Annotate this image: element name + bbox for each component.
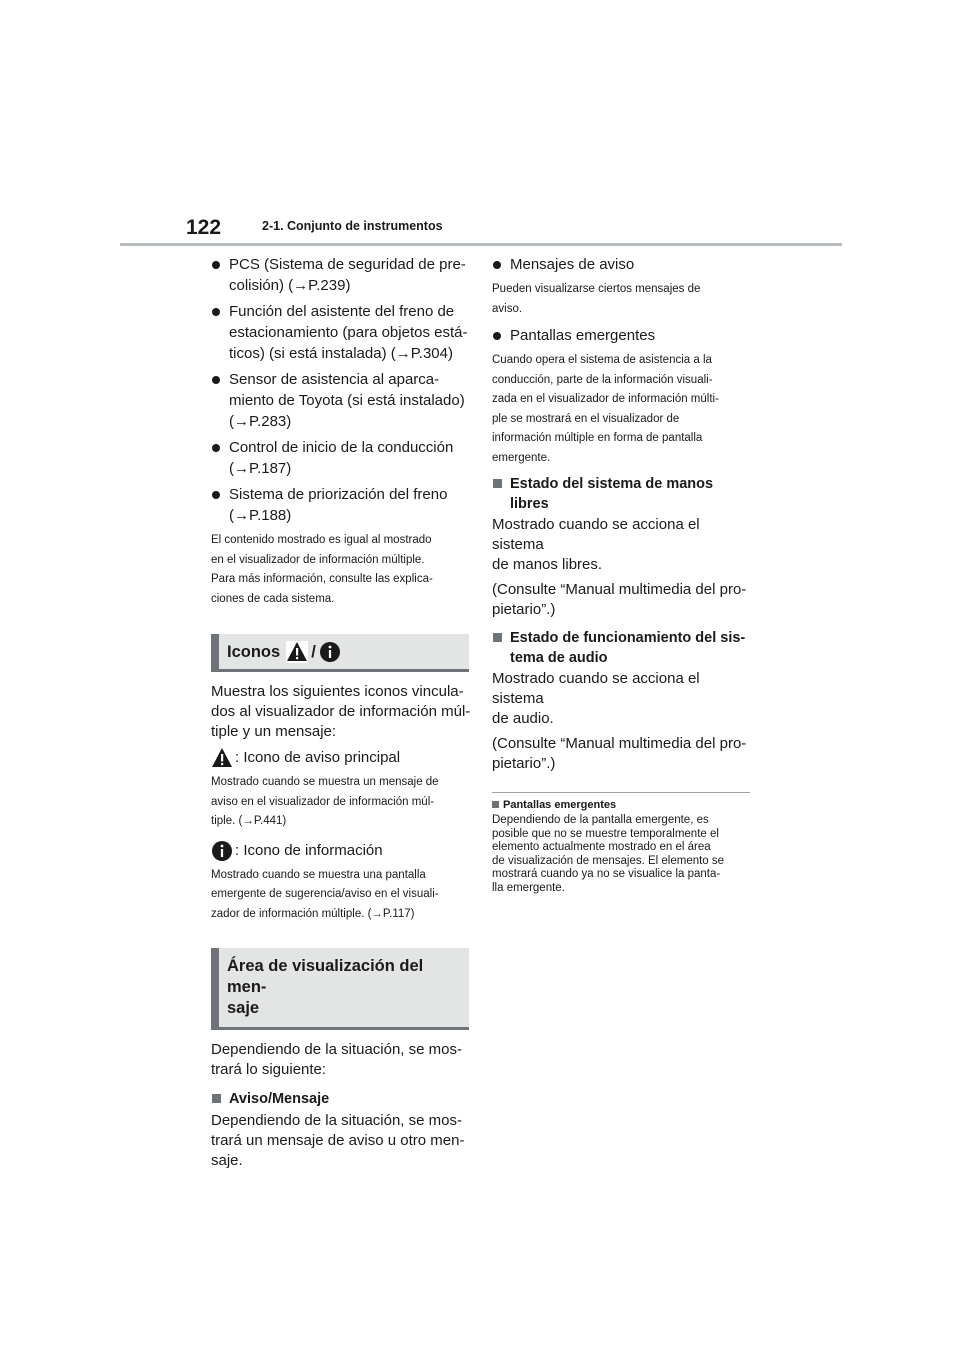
text-line: lla emergente. bbox=[492, 881, 565, 894]
message-area-intro bbox=[211, 1040, 471, 1080]
icons-heading-label: Iconos bbox=[227, 642, 281, 661]
heading-line: saje bbox=[227, 999, 260, 1017]
system-bullet-item bbox=[211, 254, 471, 296]
text-line: tiple. (→P.441) bbox=[211, 815, 287, 827]
text-line: ple se mostrará en el visualizador de bbox=[492, 412, 680, 425]
text-line: aviso en el visualizador de información múl- bbox=[211, 795, 435, 808]
text-line: mostrará cuando ya no se visualice la panta- bbox=[492, 868, 721, 880]
icons-intro bbox=[211, 682, 471, 742]
bullet-line: ticos) (si está instalada) (→P.304) bbox=[229, 345, 453, 362]
text-line: elemento actualmente mostrado en el área bbox=[492, 841, 711, 853]
icons-heading bbox=[211, 634, 469, 672]
text-line: (Consulte “Manual multimedia del pro- bbox=[492, 581, 747, 598]
heading-line: Estado de funcionamiento del sis- bbox=[510, 630, 746, 646]
info-icon-label: : Icono de información bbox=[235, 841, 383, 859]
heading-line: Área de visualización del men- bbox=[227, 957, 424, 996]
hands-free-heading bbox=[492, 474, 754, 514]
popup-screens-text bbox=[492, 351, 754, 468]
text-line: aviso. bbox=[492, 302, 523, 315]
heading-line: tema de audio bbox=[510, 650, 608, 666]
text-line: Cuando opera el sistema de asistencia a la bbox=[492, 354, 712, 366]
bullet-line: Sensor de asistencia al aparca- bbox=[229, 371, 440, 388]
square-bullet-icon bbox=[212, 1094, 221, 1103]
heading-line: libres bbox=[510, 496, 549, 512]
warning-description bbox=[211, 773, 471, 832]
text-line: de visualización de mensajes. El elemento se bbox=[492, 854, 725, 867]
text-line: (Consulte “Manual multimedia del pro- bbox=[492, 735, 747, 752]
text-line: de manos libres. bbox=[492, 556, 603, 573]
audio-text bbox=[492, 669, 754, 729]
bullet-line: miento de Toyota (si está instalado) bbox=[229, 392, 465, 409]
bullet-line: estacionamiento (para objetos está- bbox=[229, 324, 468, 341]
note-heading-label: Pantallas emergentes bbox=[503, 799, 617, 811]
square-bullet-icon bbox=[493, 479, 502, 488]
square-bullet-icon bbox=[492, 801, 499, 808]
bullet-dot-icon bbox=[493, 332, 501, 340]
system-bullet-item bbox=[211, 301, 471, 364]
info-circle-icon bbox=[211, 840, 233, 862]
hands-free-reference bbox=[492, 580, 754, 620]
left-column bbox=[211, 254, 471, 1171]
bullet-line: (→P.187) bbox=[229, 460, 292, 477]
text-line: trará lo siguiente: bbox=[211, 1061, 327, 1078]
text-line: Dependiendo de la situación, se mos- bbox=[211, 1112, 462, 1129]
bullet-line: (→P.188) bbox=[229, 507, 292, 524]
text-line: Mostrado cuando se muestra un mensaje de bbox=[211, 776, 439, 788]
icons-heading-separator: / bbox=[311, 642, 316, 661]
bullet-dot-icon bbox=[212, 376, 220, 384]
text-line: tiple y un mensaje: bbox=[211, 723, 337, 740]
aviso-text bbox=[211, 1111, 471, 1171]
message-area-heading bbox=[211, 948, 469, 1030]
popup-note-text bbox=[492, 814, 754, 895]
text-line: Dependiendo de la situación, se mos- bbox=[211, 1041, 462, 1058]
system-bullet-item bbox=[211, 484, 471, 526]
note-line: en el visualizador de información múltiple. bbox=[211, 553, 425, 566]
note-line: ciones de cada sistema. bbox=[211, 592, 335, 605]
info-description bbox=[211, 866, 471, 925]
bullet-line: Función del asistente del freno de bbox=[229, 303, 455, 320]
text-line: dos al visualizador de información múl- bbox=[211, 703, 471, 720]
audio-heading bbox=[492, 628, 754, 668]
header-divider bbox=[120, 243, 842, 246]
text-line: Pueden visualizarse ciertos mensajes de bbox=[492, 283, 701, 295]
info-circle-icon bbox=[319, 641, 341, 663]
text-line: trará un mensaje de aviso u otro men- bbox=[211, 1132, 465, 1149]
bullet-line: Control de inicio de la conducción bbox=[229, 439, 454, 456]
warning-icon-row bbox=[211, 747, 471, 769]
aviso-heading-label: Aviso/Mensaje bbox=[229, 1091, 330, 1107]
system-bullet-list bbox=[211, 254, 471, 526]
warning-triangle-icon bbox=[211, 747, 233, 769]
system-note bbox=[211, 531, 471, 609]
warning-messages-text bbox=[492, 280, 754, 319]
bullet-warning-messages bbox=[492, 254, 754, 275]
bullet-line: PCS (Sistema de seguridad de pre- bbox=[229, 256, 466, 273]
note-divider bbox=[492, 792, 750, 793]
aviso-heading bbox=[211, 1089, 471, 1109]
bullet-line: colisión) (→P.239) bbox=[229, 277, 351, 294]
note-line: El contenido mostrado es igual al mostrado bbox=[211, 534, 432, 546]
system-bullet-item bbox=[211, 437, 471, 479]
note-line: Para más información, consulte las explica- bbox=[211, 573, 433, 585]
text-line: pietario”.) bbox=[492, 755, 556, 772]
hands-free-text bbox=[492, 515, 754, 575]
bullet-label: Pantallas emergentes bbox=[510, 327, 656, 344]
warning-icon-label: : Icono de aviso principal bbox=[235, 749, 401, 766]
bullet-line: Sistema de priorización del freno bbox=[229, 486, 448, 503]
bullet-popup-screens bbox=[492, 325, 754, 346]
bullet-dot-icon bbox=[212, 444, 220, 452]
bullet-dot-icon bbox=[212, 491, 220, 499]
section-title: 2-1. Conjunto de instrumentos bbox=[262, 219, 443, 233]
text-line: saje. bbox=[211, 1152, 243, 1169]
popup-note-heading bbox=[492, 798, 754, 812]
text-line: Mostrado cuando se acciona el sistema bbox=[492, 516, 700, 553]
bullet-dot-icon bbox=[493, 261, 501, 269]
text-line: información múltiple en forma de pantalla bbox=[492, 432, 703, 444]
text-line: de audio. bbox=[492, 710, 554, 727]
text-line: zada en el visualizador de información múlti- bbox=[492, 393, 719, 405]
text-line: Dependiendo de la pantalla emergente, es bbox=[492, 814, 709, 826]
right-column bbox=[492, 254, 754, 895]
text-line: emergente de sugerencia/aviso en el visuali- bbox=[211, 888, 439, 900]
warning-triangle-icon bbox=[286, 641, 308, 663]
bullet-dot-icon bbox=[212, 308, 220, 316]
text-line: Muestra los siguientes iconos vincula- bbox=[211, 683, 464, 700]
bullet-dot-icon bbox=[212, 261, 220, 269]
text-line: emergente. bbox=[492, 451, 551, 464]
text-line: zador de información múltiple. (→P.117) bbox=[211, 907, 415, 920]
square-bullet-icon bbox=[493, 633, 502, 642]
text-line: posible que no se muestre temporalmente el bbox=[492, 827, 719, 840]
audio-reference bbox=[492, 734, 754, 774]
text-line: Mostrado cuando se acciona el sistema bbox=[492, 670, 700, 707]
bullet-label: Mensajes de aviso bbox=[510, 256, 635, 273]
system-bullet-item bbox=[211, 369, 471, 432]
text-line: pietario”.) bbox=[492, 601, 556, 618]
text-line: Mostrado cuando se muestra una pantalla bbox=[211, 868, 426, 881]
heading-line: Estado del sistema de manos bbox=[510, 476, 714, 492]
bullet-line: (→P.283) bbox=[229, 413, 292, 430]
info-icon-row bbox=[211, 840, 471, 862]
text-line: conducción, parte de la información visuali- bbox=[492, 373, 713, 386]
page-number: 122 bbox=[186, 216, 222, 239]
